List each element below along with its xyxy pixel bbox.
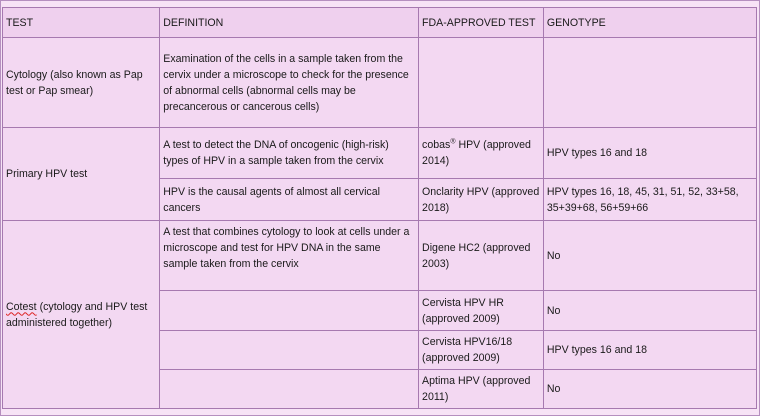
primary-definition-cell: A test to detect the DNA of oncogenic (high-risk) types of HPV in a sample taken from the cervix <box>160 128 419 179</box>
cotest-fda-cell-4: Aptima HPV (approved 2011) <box>419 370 544 409</box>
header-genotype: GENOTYPE <box>543 8 756 38</box>
cotest-word: Cotest <box>6 300 37 313</box>
cotest-genotype-cell-4: No <box>543 370 756 409</box>
cotest-genotype-cell-2: No <box>543 291 756 331</box>
registered-mark: ® <box>450 138 456 146</box>
hpv-test-table <box>2 7 757 409</box>
primary-hpv-test-cell: Primary HPV test <box>3 128 160 221</box>
cytology-test-cell: Cytology (also known as Pap test or Pap smear) <box>3 38 160 128</box>
header-definition: DEFINITION <box>160 8 419 38</box>
cytology-definition-cell: Examination of the cells in a sample taken from the cervix under a microscope to check for the presence of abnormal cells (abnormal cells may be precancerous or cancerous cells) <box>160 38 419 128</box>
cotest-definition-cell-3 <box>160 331 419 370</box>
primary-fda-cell-2: Onclarity HPV (approved 2018) <box>419 179 544 221</box>
cotest-definition-cell-4 <box>160 370 419 409</box>
cotest-fda-cell: Digene HC2 (approved 2003) <box>419 221 544 291</box>
cotest-genotype-cell-3: HPV types 16 and 18 <box>543 331 756 370</box>
cytology-fda-cell <box>419 38 544 128</box>
table-row <box>3 221 757 291</box>
cobas-name: cobas <box>422 139 451 151</box>
cobas-approval: HPV (approved 2014) <box>422 139 531 167</box>
primary-fda-cell <box>419 128 544 179</box>
cotest-description: (cytology and HPV test administered together) <box>6 300 148 329</box>
header-fda-approved-test: FDA-APPROVED TEST <box>419 8 544 38</box>
cotest-definition-cell-2 <box>160 291 419 331</box>
cotest-fda-cell-2: Cervista HPV HR (approved 2009) <box>419 291 544 331</box>
primary-definition-cell-2: HPV is the causal agents of almost all cervical cancers <box>160 179 419 221</box>
cotest-test-cell <box>3 221 160 409</box>
table-row <box>3 128 757 179</box>
primary-genotype-cell-2: HPV types 16, 18, 45, 31, 51, 52, 33+58, 35+39+68, 56+59+66 <box>543 179 756 221</box>
cotest-fda-cell-3: Cervista HPV16/18 (approved 2009) <box>419 331 544 370</box>
header-row <box>3 8 757 38</box>
cytology-genotype-cell <box>543 38 756 128</box>
cotest-definition-cell: A test that combines cytology to look at cells under a microscope and test for HPV DNA in the same sample taken from the cervix <box>160 221 419 291</box>
primary-genotype-cell: HPV types 16 and 18 <box>543 128 756 179</box>
cotest-genotype-cell: No <box>543 221 756 291</box>
header-test: TEST <box>3 8 160 38</box>
table-row <box>3 38 757 128</box>
